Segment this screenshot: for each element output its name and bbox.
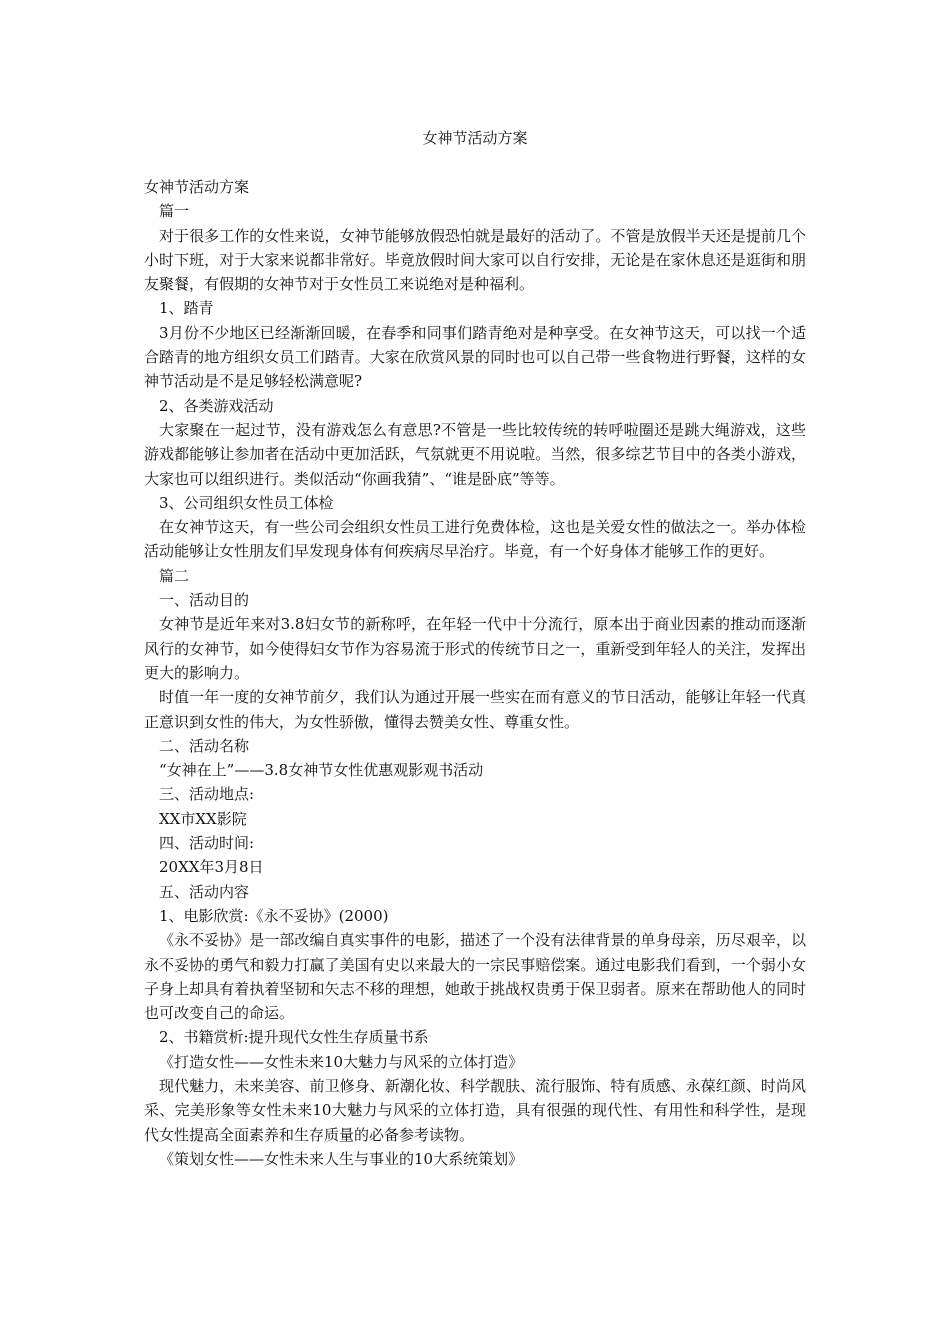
list-heading: 五、活动内容 <box>159 882 250 901</box>
paragraph: 时值一年一度的女神节前夕，我们认为通过开展一些实在而有意义的节日活动，能够让年轻一代真正意识到女性的伟大，为女性骄傲，懂得去赞美女性、尊重女性。 <box>144 688 806 731</box>
paragraph: “女神在上”——3.8女神节女性优惠观影观书活动 <box>159 761 484 780</box>
list-heading: 三、活动地点: <box>159 785 255 804</box>
paragraph: 女神节是近年来对3.8妇女节的新称呼，在年轻一代中十分流行，原本出于商业因素的推动而逐渐风行的女神节，如今使得妇女节作为容易流于形式的传统节日之一，重新受到年轻人的关注，发挥出更大的影响力。 <box>144 615 806 682</box>
list-heading: 2、各类游戏活动 <box>159 396 274 415</box>
section-label: 篇二 <box>159 566 190 585</box>
list-heading: 3、公司组织女性员工体检 <box>159 493 334 512</box>
paragraph: XX市XX影院 <box>159 809 247 828</box>
section-label: 篇一 <box>159 202 190 221</box>
paragraph: 现代魅力，未来美容、前卫修身、新潮化妆、科学靓肤、流行服饰、特有质感、永葆红颜、时尚风采、完美形象等女性未来10大魅力与风采的立体打造，具有很强的现代性、有用性和科学性，是现代女性提高全面素养和生存质量的必备参考读物。 <box>144 1076 806 1144</box>
paragraph: 3月份不少地区已经渐渐回暖，在春季和同事们踏青绝对是种享受。在女神节这天，可以找一个适合踏青的地方组织女员工们踏青。大家在欣赏风景的同时也可以自己带一些食物进行野餐，这样的女神节活动是不是足够轻松满意呢? <box>144 323 806 391</box>
list-heading: 1、踏青 <box>159 299 214 318</box>
document-body <box>144 175 806 1171</box>
list-heading: 1、电影欣赏:《永不妥协》(2000) <box>159 906 389 925</box>
paragraph: 在女神节这天，有一些公司会组织女性员工进行免费体检，这也是关爱女性的做法之一。举办体检活动能够让女性朋友们早发现身体有何疾病尽早治疗。毕竟，有一个好身体才能够工作的更好。 <box>144 518 806 561</box>
paragraph: 大家聚在一起过节，没有游戏怎么有意思?不管是一些比较传统的转呼啦圈还是跳大绳游戏，这些游戏都能够让参加者在活动中更加活跃，气氛就更不用说啦。当然，很多综艺节目中的各类小游戏，大家也可以组织进行。类似活动“你画我猜”、“谁是卧底”等等。 <box>144 420 806 488</box>
list-heading: 四、活动时间: <box>159 834 255 853</box>
doc-heading: 女神节活动方案 <box>144 178 250 196</box>
list-heading: 二、活动名称 <box>159 736 250 755</box>
paragraph: 《永不妥协》是一部改编自真实事件的电影，描述了一个没有法律背景的单身母亲，历尽艰辛，以永不妥协的勇气和毅力打赢了美国有史以来最大的一宗民事赔偿案。通过电影我们看到，一个弱小女子身上却具有着执着坚韧和矢志不移的理想，她敢于挑战权贵勇于保卫弱者。原来在帮助他人的同时也可改变自己的命运。 <box>144 931 806 1023</box>
book-title: 《打造女性——女性未来10大魅力与风采的立体打造》 <box>159 1052 524 1071</box>
list-heading: 2、书籍赏析:提升现代女性生存质量书系 <box>159 1028 429 1047</box>
page-title: 女神节活动方案 <box>422 129 528 147</box>
paragraph: 20XX年3月8日 <box>159 858 264 877</box>
book-title: 《策划女性——女性未来人生与事业的10大系统策划》 <box>159 1149 524 1168</box>
list-heading: 一、活动目的 <box>159 591 250 610</box>
paragraph: 对于很多工作的女性来说，女神节能够放假恐怕就是最好的活动了。不管是放假半天还是提前几个小时下班，对于大家来说都非常好。毕竟放假时间大家可以自行安排，无论是在家休息还是逛街和朋友聚餐，有假期的女神节对于女性员工来说绝对是种福利。 <box>144 226 806 294</box>
